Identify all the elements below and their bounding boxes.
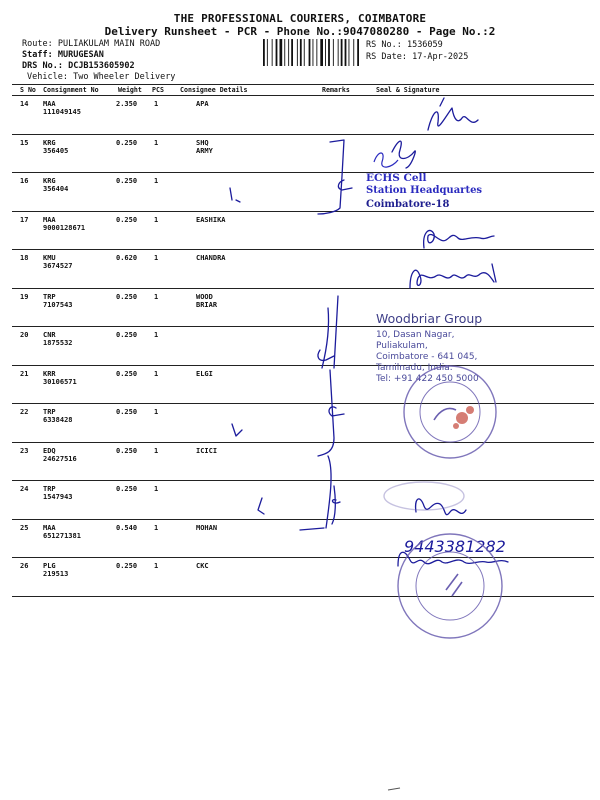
cell-sno: 19 [20,292,29,301]
woodbriar-stamp-phone: Tel: +91 422 450 5000 [376,374,479,384]
cell-pcs: 1 [154,100,159,108]
woodbriar-stamp-name: Woodbriar Group [376,311,483,326]
cell-weight: 0.250 [116,562,138,570]
cell-weight: 0.620 [116,254,138,262]
signature-row-24 [416,499,466,515]
cell-weight: 0.250 [116,485,138,493]
cell-consignee: CKC [196,562,209,570]
cell-sno: 14 [20,100,29,108]
cell-consignment-no: MAA 111049145 [43,100,81,116]
echs-stamp-line1: ECHS Cell [366,172,427,184]
cell-sno: 24 [20,485,29,493]
remarks-ink-23 [300,456,331,530]
cell-consignment-no: MAA 9000128671 [43,215,86,232]
remarks-ink-19 [322,296,338,368]
cell-pcs: 1 [154,369,159,378]
woodbriar-stamp-addr2: Puliakulam, [376,341,428,351]
echs-stamp-signature [374,153,398,167]
cell-pcs: 1 [154,446,159,455]
col-signature: Seal & Signature [376,86,440,94]
col-remarks: Remarks [322,86,350,94]
round-seal-upper [404,366,496,458]
cell-consignment-no: PLG 219513 [43,562,69,578]
cell-weight: 0.250 [116,446,138,455]
cell-sno: 25 [20,523,29,532]
drs-label: DRS No.: [22,61,63,71]
route-label: Route: [22,39,53,49]
col-consignment: Consignment No [43,86,99,94]
cell-pcs: 1 [154,292,159,301]
cell-sno: 16 [20,177,29,185]
rs-date-value: 17-Apr-2025 [412,52,469,62]
cell-weight: 2.350 [116,100,138,108]
cell-pcs: 1 [154,485,159,493]
cell-pcs: 1 [154,138,159,147]
cell-consignee: SHQ ARMY [196,138,213,155]
cell-weight: 0.250 [116,331,138,339]
cell-pcs: 1 [154,523,159,532]
rs-no-label: RS No.: [366,40,402,50]
cell-pcs: 1 [154,177,159,185]
cell-consignment-no: TRP 6338428 [43,408,73,424]
signature-row-15 [392,141,415,168]
cell-consignment-no: KRG 356405 [43,138,69,155]
cell-weight: 0.250 [116,408,138,416]
col-sno: S No [20,86,36,94]
col-pcs: PCS [152,86,164,94]
tick-mark-24 [258,498,264,514]
cell-consignment-no: KMU 3674527 [43,254,73,270]
cell-consignment-no: KRG 356404 [43,177,69,193]
cell-sno: 17 [20,215,29,224]
signature-row-17 [424,230,494,248]
col-consignee: Consignee Details [180,86,248,94]
cell-pcs: 1 [154,562,159,570]
cell-consignment-no: EDQ 24627516 [43,446,77,463]
cell-consignment-no: TRP 1547943 [43,485,73,501]
remarks-ink-24 [332,486,340,524]
staff-value: MURUGESAN [57,50,104,60]
cell-weight: 0.250 [116,292,138,301]
cell-sno: 18 [20,254,29,262]
cell-pcs: 1 [154,254,159,262]
cell-consignment-no: TRP 7107543 [43,292,73,309]
vehicle-value: Two Wheeler Delivery [73,72,176,82]
cell-sno: 22 [20,408,29,416]
remarks-ink-22 [318,370,344,456]
cell-consignment-no: CNR 1875532 [43,331,73,347]
cell-consignee: APA [196,100,209,108]
cell-sno: 15 [20,138,29,147]
cell-weight: 0.540 [116,523,138,532]
cell-weight: 0.250 [116,177,138,185]
runsheet-title: Delivery Runsheet - PCR - Phone No.:9047080280 - Page No.:2 [104,25,496,38]
woodbriar-stamp-addr1: 10, Dasan Nagar, [376,330,455,340]
rs-date-label: RS Date: [366,52,407,62]
cell-consignee: MOHAN [196,523,218,532]
cell-consignment-no: KRR 30106571 [43,369,77,386]
cell-consignment-no: MAA 651271381 [43,523,81,540]
cell-pcs: 1 [154,331,159,339]
col-weight: Weight [118,86,142,94]
cell-consignee: CHANDRA [196,254,226,262]
echs-stamp-line3: Coimbatore-18 [366,199,450,210]
cell-consignee: WOOD BRIAR [196,292,218,309]
route-value: PULIAKULAM MAIN ROAD [57,39,161,49]
cell-sno: 23 [20,446,29,455]
cell-consignee: ELGI [196,369,213,378]
rs-no-value: 1536059 [406,40,443,50]
woodbriar-stamp-addr3: Coimbatore - 641 045, [376,352,478,362]
drs-value: DCJB153605902 [68,61,135,71]
company-title: THE PROFESSIONAL COURIERS, COIMBATORE [173,12,427,25]
cell-weight: 0.250 [116,215,138,224]
cell-sno: 21 [20,369,29,378]
cell-consignee: EASHIKA [196,215,226,224]
cell-pcs: 1 [154,408,159,416]
cell-weight: 0.250 [116,138,138,147]
signature-row-18 [410,264,496,288]
staff-label: Staff: [22,50,53,60]
remarks-bracket-15 [318,140,352,214]
cell-sno: 20 [20,331,29,339]
cell-weight: 0.250 [116,369,138,378]
tick-mark-22 [232,424,242,436]
signature-row-14 [428,98,478,130]
woodbriar-stamp-addr4: Tamilnadu, India. [376,363,453,373]
tick-mark-16 [230,188,240,202]
cell-sno: 26 [20,562,29,570]
handwritten-phone: 9443381282 [404,537,506,556]
echs-stamp-line2: Station Headquartes [366,185,483,196]
vehicle-label: Vehicle: [27,72,68,82]
cell-pcs: 1 [154,215,159,224]
cell-consignee: ICICI [196,446,218,455]
